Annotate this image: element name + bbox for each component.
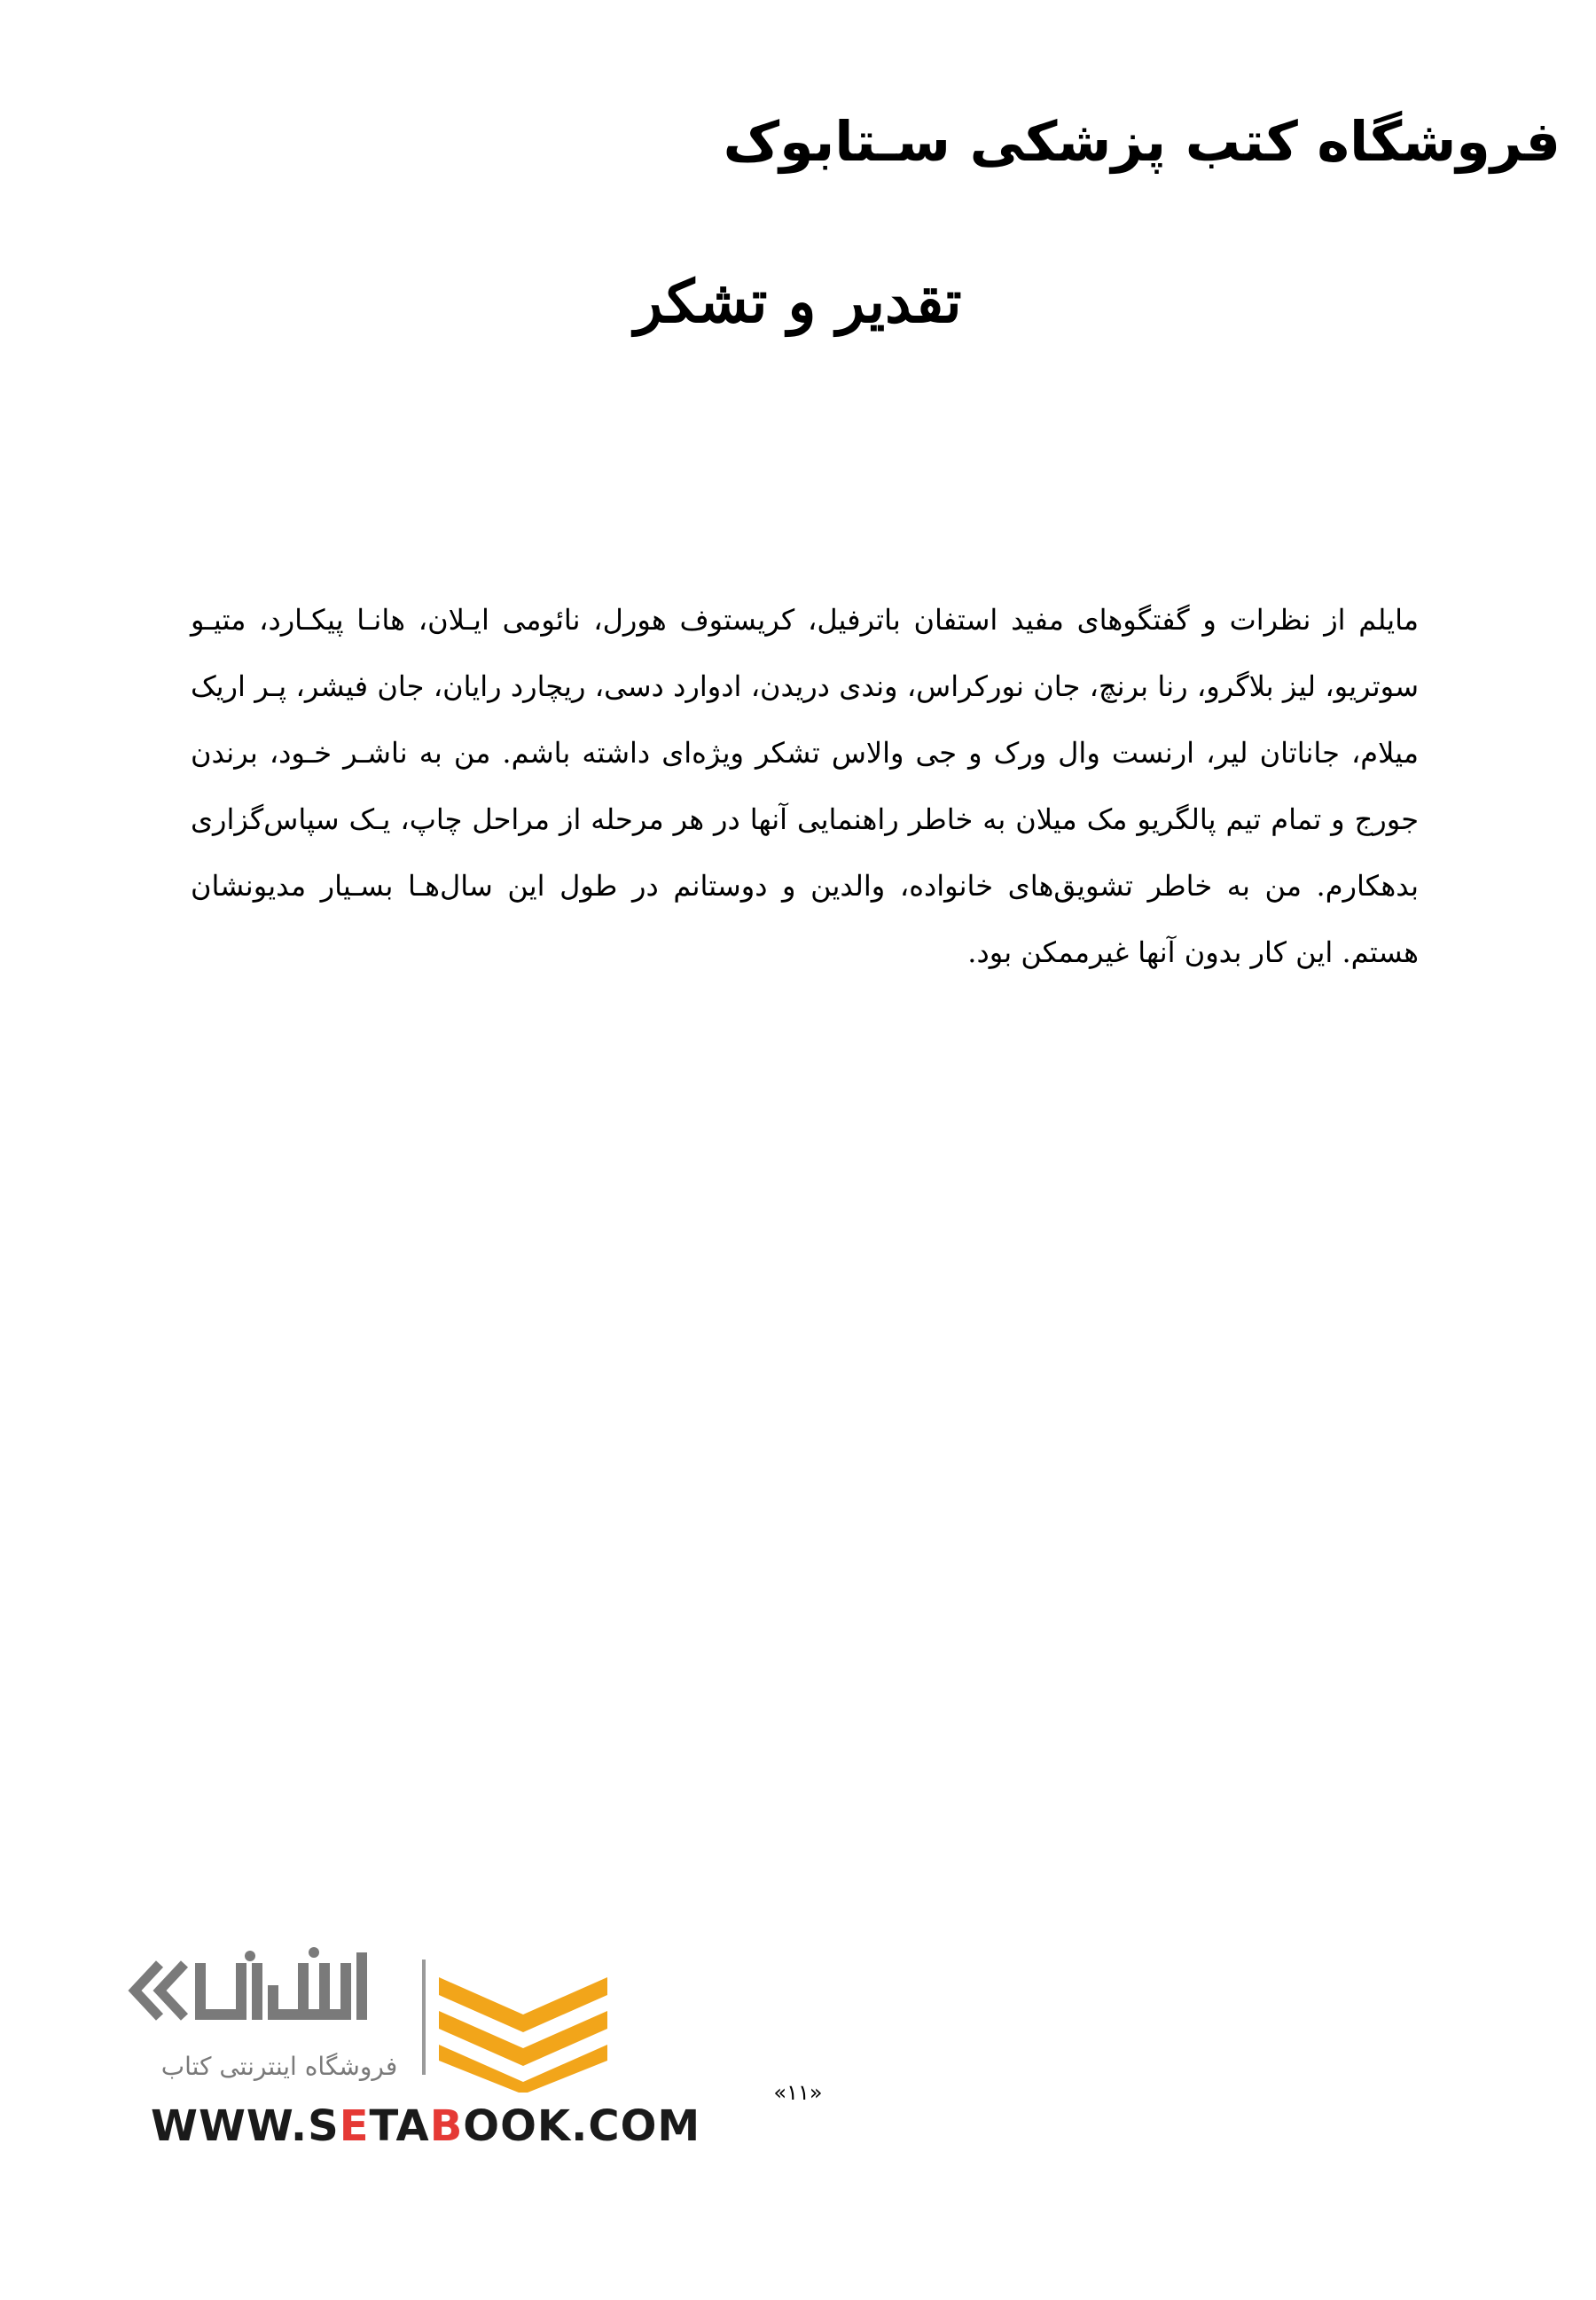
double-chevron-icon xyxy=(135,1964,184,2017)
brand-dot-icon xyxy=(245,1951,255,1961)
page-number: «۱۱» xyxy=(773,2080,823,2105)
acknowledgement-paragraph: مایلم از نظرات و گفتگوهای مفید استفان باترفیل، کریستوف هورل، نائومی ایـلان، هانـا پیکـارد، متیـو سوتریو، لیز بلاگرو، رنا برنچ، جان نورکراس، وندی دریدن، ادوارد دسی، ریچارد رایان، جان فیشر، پـر اریک میلام، جاناتان لیر، ارنست وال ورک و جی والاس تشکر ویژه‌ای داشته باشم. من به ناشـر خـود، برندن جورج و تمام تیم پالگریو مک میلان به خاطر راهنمایی آنها در هر مرحله از مراحل چاپ، یـک سپاس‌گزاری بدهکارم. من به خاطر تشویق‌های خانواده، والدین و دوستانم در طول این سال‌هـا بسـیار مدیونشان هستم. این کار بدون آنها غیرممکن بود. xyxy=(191,603,1419,969)
logo-url: WWW.SETABOOK.COM xyxy=(151,2101,701,2151)
book-chevron-icon xyxy=(439,1977,607,2093)
brand-wordmark-glyph xyxy=(200,1958,362,2014)
logo-graphic xyxy=(124,1942,692,2093)
store-header: فروشگاه کتب پزشکی سـتابوک xyxy=(723,109,1561,174)
brand-dot-icon xyxy=(309,1947,319,1958)
page-title: تقدیر و تشکر xyxy=(634,267,962,336)
setabook-logo xyxy=(124,1942,701,2172)
logo-tagline: فروشگاه اینترنتی کتاب xyxy=(160,2052,398,2081)
